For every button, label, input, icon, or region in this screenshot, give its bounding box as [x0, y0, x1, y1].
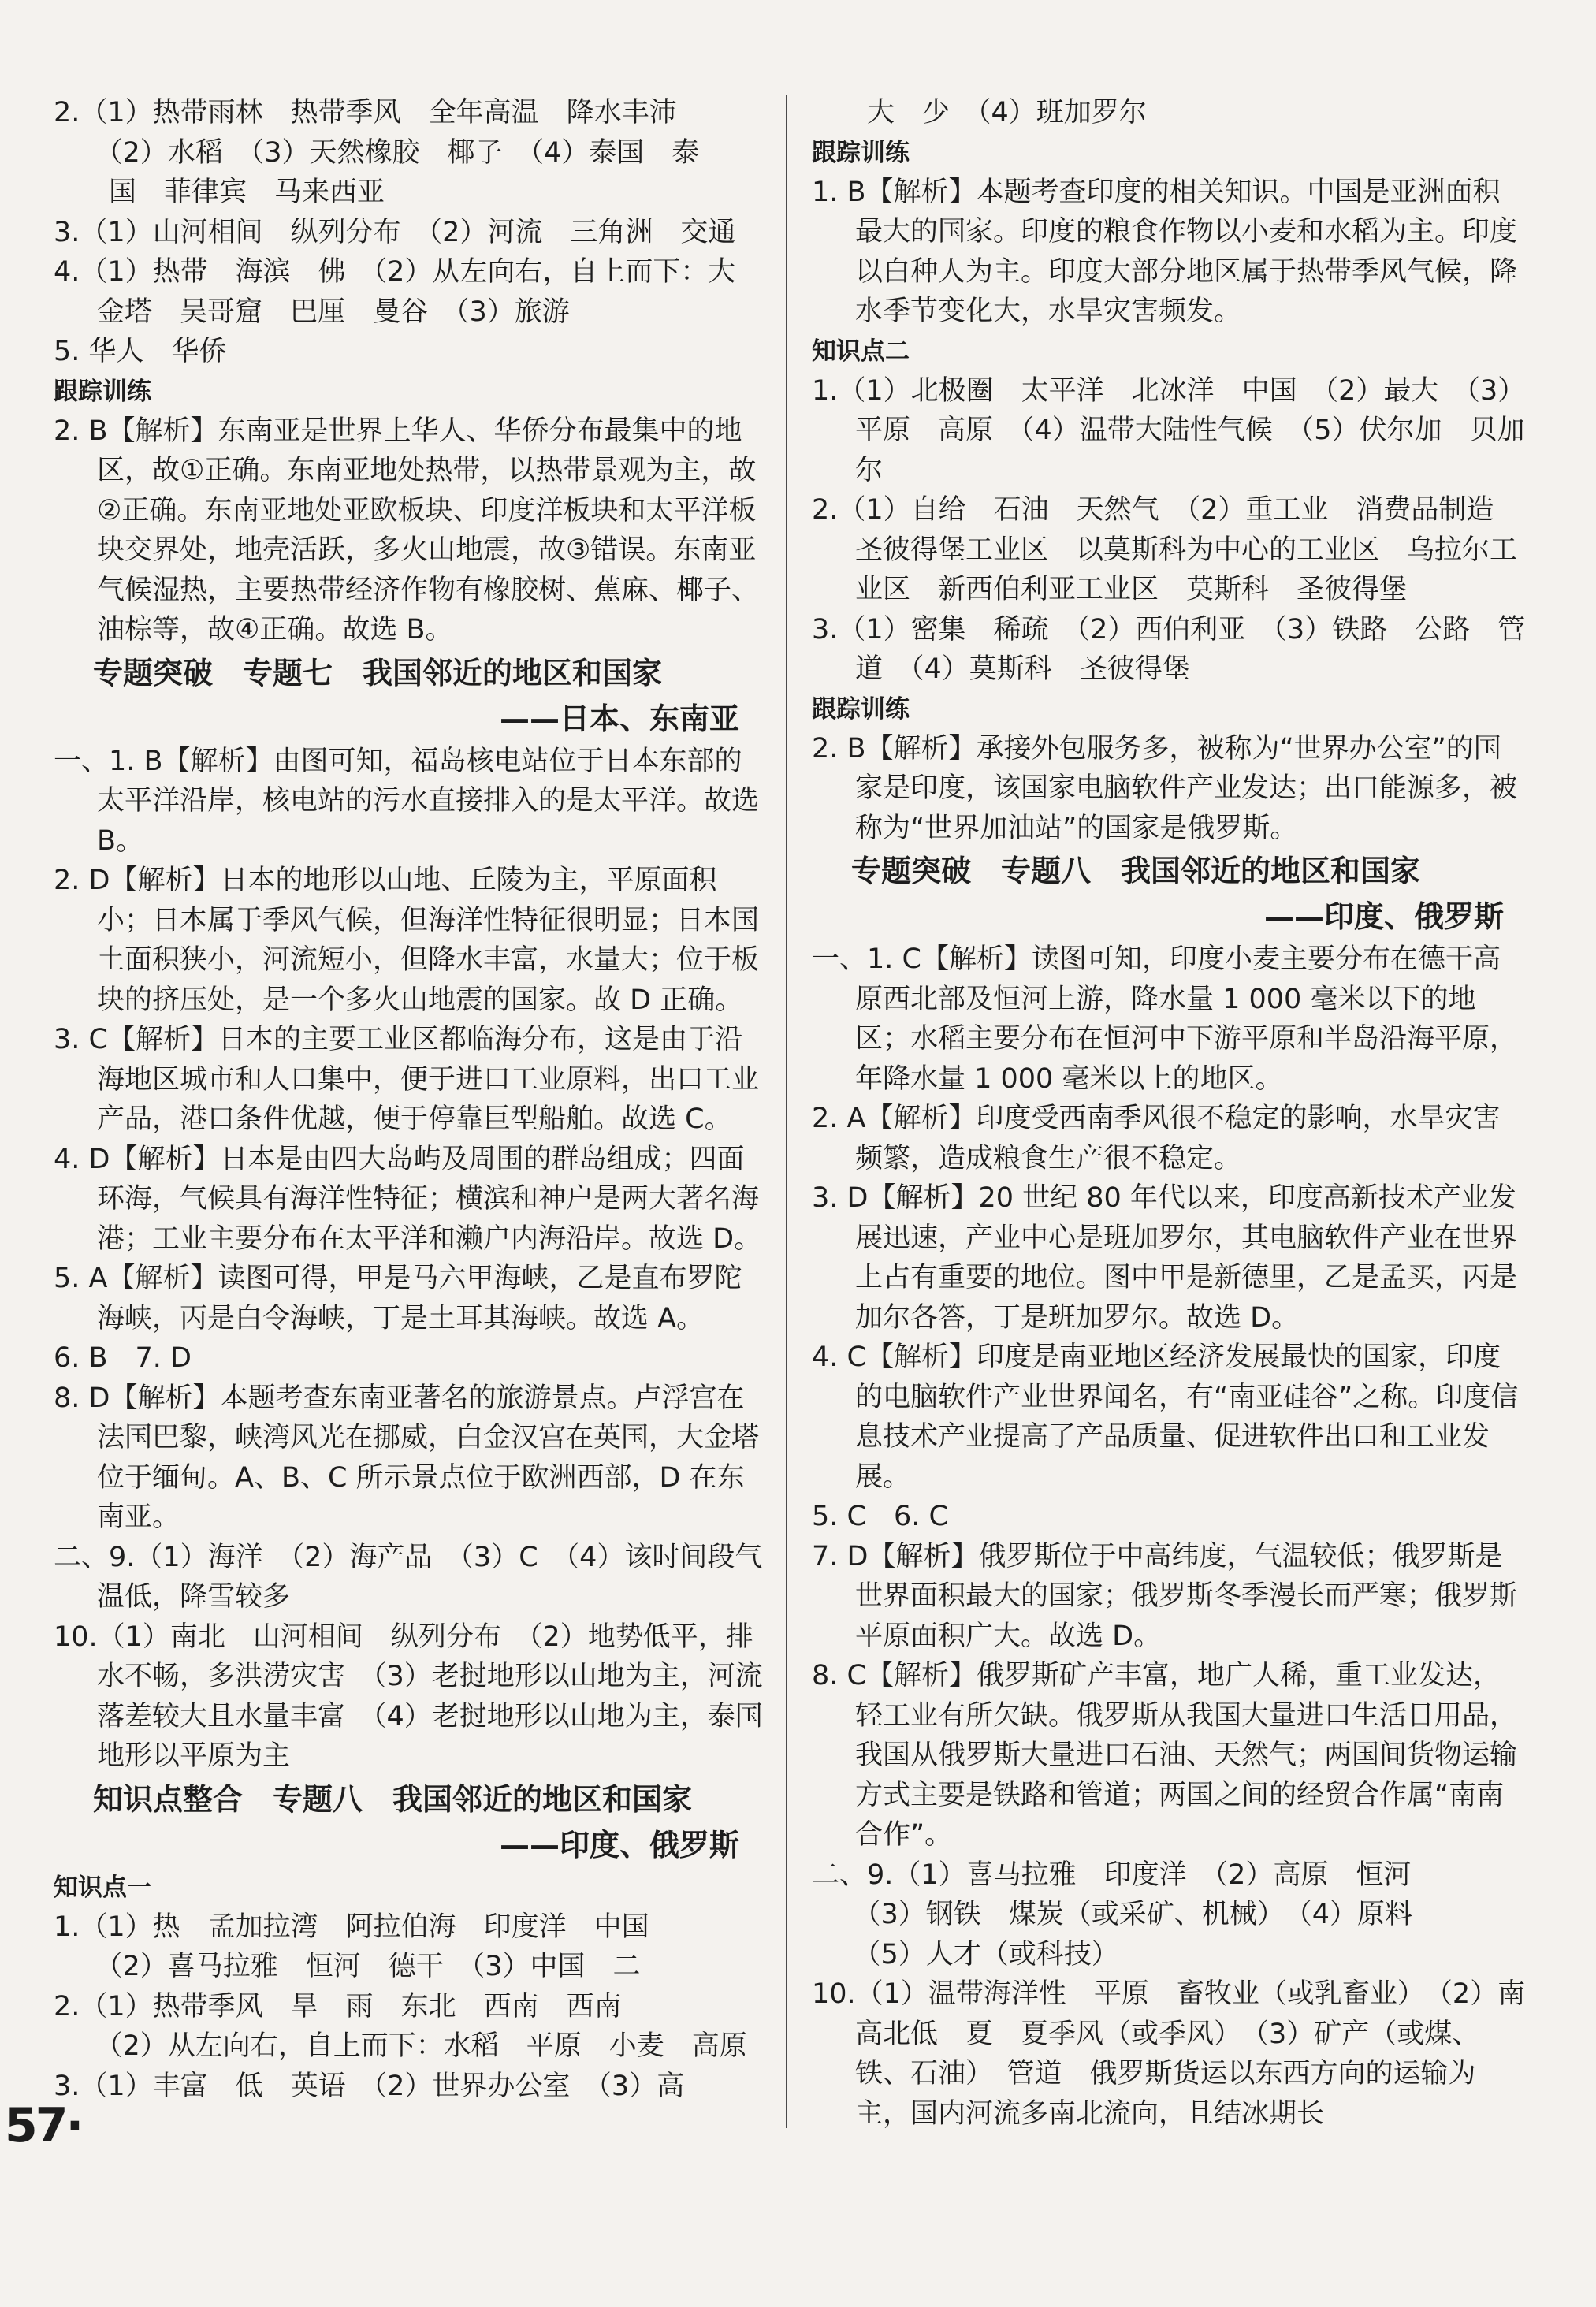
answer-item: 6. B 7. D: [54, 1342, 192, 1374]
answer-item: 1.（1）北极圈 太平洋 北冰洋 中国 （2）最大 （3）平原 高原 （4）温带大陆性气候 （5）伏尔加 贝加尔: [812, 374, 1526, 486]
answer-item: 2.（1）热带雨林 热带季风 全年高温 降水丰沛: [54, 97, 677, 128]
answer-continuation: （2）喜马拉雅 恒河 德干 （3）中国 二: [54, 1951, 641, 1982]
answer-item: 4. C【解析】印度是南亚地区经济发展最快的国家，印度的电脑软件产业世界闻名，有“南亚硅谷”之称。印度信息技术产业提高了产品质量、促进软件出口和工业发展。: [812, 1341, 1519, 1493]
section-subheading: ——印度、俄罗斯: [499, 1827, 739, 1862]
answer-item: 3.（1）密集 稀疏 （2）西伯利亚 （3）铁路 公路 管道 （4）莫斯科 圣彼得堡: [812, 613, 1526, 685]
answer-item: 8. D【解析】本题考查东南亚著名的旅游景点。卢浮宫在法国巴黎，峡湾风光在挪威，白金汉宫在英国，大金塔位于缅甸。A、B、C 所示景点位于欧洲西部，D 在东南亚。: [54, 1382, 760, 1533]
answer-item: 2.（1）热带季风 旱 雨 东北 西南 西南: [54, 1990, 622, 2022]
answer-item: 2. B【解析】东南亚是世界上华人、华侨分布最集中的地区，故①正确。东南亚地处热带，以热带景观为主，故②正确。东南亚地处亚欧板块、印度洋板块和太平洋板块交界处，地壳活跃，多火山地震，故③错误。东南亚气候湿热，主要热带经济作物有橡胶树、蕉麻、椰子、油棕等，故④正确。故选 B。: [54, 415, 760, 646]
answer-item: 5. A【解析】读图可得，甲是马六甲海峡，乙是直布罗陀海峡，丙是白令海峡，丁是土耳其海峡。故选 A。: [54, 1263, 742, 1334]
section-label: 跟踪训练: [812, 694, 910, 724]
answer-continuation: （2）从左向右，自上而下：水稻 平原 小麦 高原: [54, 2030, 747, 2062]
section-heading: 专题突破 专题七 我国邻近的地区和国家: [93, 655, 663, 690]
answer-item: 5. C 6. C: [812, 1501, 948, 1532]
answer-item: 一、1. B【解析】由图可知，福岛核电站位于日本东部的太平洋沿岸，核电站的污水直接排入的是太平洋。故选 B。: [54, 745, 768, 857]
section-label: 跟踪训练: [812, 138, 910, 167]
answer-item: 二、9.（1）喜马拉雅 印度洋 （2）高原 恒河: [812, 1859, 1412, 1891]
answer-item: 4. D【解析】日本是由四大岛屿及周围的群岛组成；四面环海，气候具有海洋性特征；横滨和神户是两大著名海港；工业主要分布在太平洋和濑户内海沿岸。故选 D。: [54, 1143, 762, 1255]
section-label: 知识点一: [54, 1873, 151, 1902]
answer-item: 2.（1）自给 石油 天然气 （2）重工业 消费品制造 圣彼得堡工业区 以莫斯科为中心的工业区 乌拉尔工业区 新西伯利亚工业区 莫斯科 圣彼得堡: [812, 494, 1522, 605]
section-subheading: ——印度、俄罗斯: [1263, 899, 1504, 934]
answer-item: 10.（1）南北 山河相间 纵列分布 （2）地势低平，排水不畅，多洪涝灾害 （3）老挝地形以山地为主，河流落差较大且水量丰富 （4）老挝地形以山地为主，泰国地形以平原为主: [54, 1620, 763, 1772]
answer-item: 3.（1）丰富 低 英语 （2）世界办公室 （3）高: [54, 2070, 685, 2102]
answer-continuation: （5）人才（或科技）: [812, 1938, 1119, 1970]
answer-item: 2. D【解析】日本的地形以山地、丘陵为主，平原面积小；日本属于季风气候，但海洋性特征很明显；日本国土面积狭小，河流短小，但降水丰富，水量大；位于板块的挤压处，是一个多火山地震的国家。故 D 正确。: [54, 865, 760, 1016]
left-column: [54, 93, 768, 2106]
answer-item: 一、1. C【解析】读图可知，印度小麦主要分布在德干高原西北部及恒河上游，降水量 1 000 毫米以下的地区；水稻主要分布在恒河中下游平原和半岛沿海平原，年降水量 1 000 毫米以上的地区。: [812, 943, 1518, 1095]
answer-item: 10.（1）温带海洋性 平原 畜牧业（或乳畜业） （2）南高北低 夏 夏季风（或季风） （3）矿产（或煤、铁、石油） 管道 俄罗斯货运以东西方向的运输为主，国内河流多南北流向，且结冰期长: [812, 1978, 1526, 2130]
answer-item: 7. D【解析】俄罗斯位于中高纬度，气温较低；俄罗斯是世界面积最大的国家；俄罗斯冬季漫长而严寒；俄罗斯平原面积广大。故选 D。: [812, 1540, 1518, 1652]
section-label: 跟踪训练: [54, 377, 151, 406]
answer-item: 8. C【解析】俄罗斯矿产丰富，地广人稀，重工业发达，轻工业有所欠缺。俄罗斯从我国大量进口生活日用品，我国从俄罗斯大量进口石油、天然气；两国间货物运输方式主要是铁路和管道；两国之间的经贸合作属“南南合作”。: [812, 1660, 1518, 1851]
answer-item: 2. B【解析】承接外包服务多，被称为“世界办公室”的国家是印度，该国家电脑软件产业发达；出口能源多，被称为“世界加油站”的国家是俄罗斯。: [812, 732, 1518, 844]
section-heading: 知识点整合 专题八 我国邻近的地区和国家: [93, 1781, 693, 1817]
column-divider: [786, 95, 787, 2128]
right-column: [812, 93, 1527, 2134]
answer-continuation: 国 菲律宾 马来西亚: [54, 177, 385, 208]
answer-continuation: （2）水稻 （3）天然橡胶 椰子 （4）泰国 泰: [54, 136, 700, 169]
answer-item: 4.（1）热带 海滨 佛 （2）从左向右，自上而下：大金塔 吴哥窟 巴厘 曼谷 （3）旅游: [54, 256, 736, 328]
answer-item: 3.（1）山河相间 纵列分布 （2）河流 三角洲 交通: [54, 216, 736, 248]
answer-item: 1. B【解析】本题考查印度的相关知识。中国是亚洲面积最大的国家。印度的粮食作物以小麦和水稻为主。印度以白种人为主。印度大部分地区属于热带季风气候，降水季节变化大，水旱灾害频发。: [812, 176, 1518, 327]
answer-item: 3. C【解析】日本的主要工业区都临海分布，这是由于沿海地区城市和人口集中，便于进口工业原料，出口工业产品，港口条件优越，便于停靠巨型船舶。故选 C。: [54, 1024, 760, 1135]
answer-continuation: 大 少 （4）班加罗尔: [812, 97, 1147, 128]
section-heading: 专题突破 专题八 我国邻近的地区和国家: [851, 854, 1421, 888]
answer-item: 2. A【解析】印度受西南季风很不稳定的影响，水旱灾害频繁，造成粮食生产很不稳定。: [812, 1103, 1501, 1174]
answer-item: 3. D【解析】20 世纪 80 年代以来，印度高新技术产业发展迅速，产业中心是班加罗尔，其电脑软件产业在世界上占有重要的地位。图中甲是新德里，乙是孟买，丙是加尔各答，丁是班加罗尔。故选 D。: [812, 1182, 1518, 1334]
answer-item: 1.（1）热 孟加拉湾 阿拉伯海 印度洋 中国: [54, 1911, 649, 1943]
answer-item: 二、9.（1）海洋 （2）海产品 （3）C （4）该时间段气温低，降雪较多: [54, 1541, 763, 1613]
section-label: 知识点二: [812, 337, 910, 366]
section-subheading: ——日本、东南亚: [499, 701, 739, 736]
page-number: 57·: [5, 2098, 82, 2153]
answer-continuation: （3）钢铁 煤炭（或采矿、机械） （4）原料: [812, 1899, 1413, 1930]
answer-item: 5. 华人 华侨: [54, 336, 227, 367]
